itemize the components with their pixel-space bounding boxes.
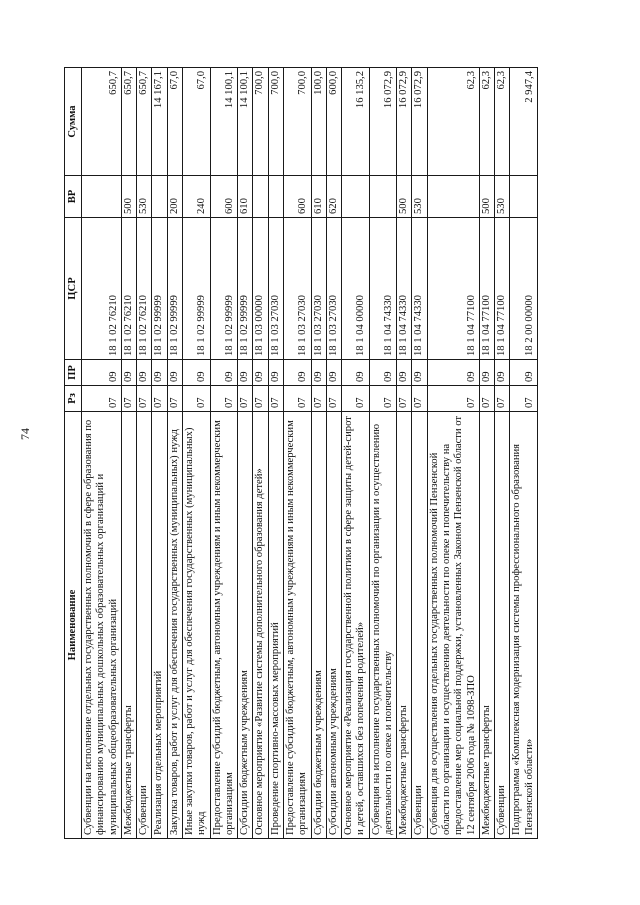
cell-csr: 18 1 04 74330 xyxy=(369,218,397,360)
cell-csr: 18 1 04 77100 xyxy=(495,218,510,360)
cell-rz: 07 xyxy=(495,386,510,412)
table-row xyxy=(427,68,479,839)
table-row xyxy=(268,68,283,839)
cell-sum: 700,0 xyxy=(283,68,311,176)
cell-csr: 18 1 03 27030 xyxy=(283,218,311,360)
cell-csr: 18 1 02 76210 xyxy=(121,218,136,360)
cell-sum: 62,3 xyxy=(495,68,510,176)
cell-csr: 18 1 02 76210 xyxy=(137,218,152,360)
cell-pr: 09 xyxy=(253,360,268,386)
header-name: Наименование xyxy=(65,412,82,839)
cell-sum: 2 947,4 xyxy=(510,68,538,176)
cell-rz: 07 xyxy=(311,386,326,412)
cell-name: Подпрограмма «Комплексная модернизация системы профессионального образования Пензенской области» xyxy=(510,412,538,839)
cell-rz: 07 xyxy=(152,386,167,412)
cell-rz: 07 xyxy=(479,386,494,412)
cell-csr: 18 1 04 00000 xyxy=(342,218,370,360)
table-row xyxy=(495,68,510,839)
cell-csr: 18 1 03 27030 xyxy=(311,218,326,360)
cell-csr: 18 1 04 74330 xyxy=(397,218,412,360)
cell-name: Субвенции xyxy=(495,412,510,839)
cell-pr: 09 xyxy=(311,360,326,386)
cell-csr: 18 1 03 00000 xyxy=(253,218,268,360)
cell-name: Межбюджетные трансферты xyxy=(121,412,136,839)
cell-sum: 67,0 xyxy=(167,68,182,176)
header-vr: ВР xyxy=(65,176,82,218)
cell-sum: 650,7 xyxy=(121,68,136,176)
cell-pr: 09 xyxy=(397,360,412,386)
cell-pr: 09 xyxy=(210,360,238,386)
cell-name: Межбюджетные трансферты xyxy=(397,412,412,839)
cell-sum: 67,0 xyxy=(182,68,210,176)
cell-csr: 18 1 02 99999 xyxy=(167,218,182,360)
table-row xyxy=(152,68,167,839)
cell-sum: 16 072,9 xyxy=(397,68,412,176)
header-pr: ПР xyxy=(65,360,82,386)
cell-rz: 07 xyxy=(326,386,341,412)
cell-vr: 600 xyxy=(210,176,238,218)
cell-pr: 09 xyxy=(342,360,370,386)
cell-name: Субвенции на исполнение отдельных государственных полномочий в сфере образования по финансированию муниципальных дошкольных образовательных организаций и муниципальных общеобразовательных организаций xyxy=(82,412,122,839)
cell-vr: 530 xyxy=(412,176,427,218)
cell-rz: 07 xyxy=(210,386,238,412)
table-row xyxy=(167,68,182,839)
table-row xyxy=(253,68,268,839)
cell-pr: 09 xyxy=(82,360,122,386)
table-row xyxy=(182,68,210,839)
table-header-row xyxy=(65,68,82,839)
cell-pr: 09 xyxy=(182,360,210,386)
cell-sum: 650,7 xyxy=(82,68,122,176)
cell-csr: 18 1 02 76210 xyxy=(82,218,122,360)
cell-rz: 07 xyxy=(167,386,182,412)
cell-sum: 16 135,2 xyxy=(342,68,370,176)
table-row xyxy=(369,68,397,839)
table-row xyxy=(137,68,152,839)
cell-vr xyxy=(342,176,370,218)
cell-rz: 07 xyxy=(412,386,427,412)
cell-name: Субсидии бюджетным учреждениям xyxy=(311,412,326,839)
table-row xyxy=(121,68,136,839)
cell-sum: 14 100,1 xyxy=(210,68,238,176)
table-row xyxy=(283,68,311,839)
cell-pr: 09 xyxy=(479,360,494,386)
table-row xyxy=(82,68,122,839)
cell-name: Межбюджетные трансферты xyxy=(479,412,494,839)
cell-pr: 09 xyxy=(137,360,152,386)
table-row xyxy=(210,68,238,839)
cell-sum: 700,0 xyxy=(253,68,268,176)
cell-rz: 07 xyxy=(82,386,122,412)
cell-rz: 07 xyxy=(238,386,253,412)
cell-csr: 18 1 04 77100 xyxy=(479,218,494,360)
cell-vr xyxy=(268,176,283,218)
cell-pr: 09 xyxy=(152,360,167,386)
cell-vr xyxy=(82,176,122,218)
cell-vr: 600 xyxy=(283,176,311,218)
cell-pr: 09 xyxy=(238,360,253,386)
cell-sum: 14 167,1 xyxy=(152,68,167,176)
cell-name: Субвенции xyxy=(137,412,152,839)
cell-name: Основное мероприятие «Развитие системы дополнительного образования детей» xyxy=(253,412,268,839)
cell-pr: 09 xyxy=(495,360,510,386)
cell-pr: 09 xyxy=(510,360,538,386)
cell-vr: 500 xyxy=(121,176,136,218)
cell-csr: 18 1 04 77100 xyxy=(427,218,479,360)
budget-table xyxy=(64,67,538,839)
cell-rz: 07 xyxy=(137,386,152,412)
cell-sum: 14 100,1 xyxy=(238,68,253,176)
cell-name: Предоставление субсидий бюджетным, автономным учреждениям и иным некоммерческим организациям xyxy=(283,412,311,839)
cell-vr: 500 xyxy=(397,176,412,218)
cell-name: Субвенция на исполнение государственных полномочий по организации и осуществлению деятельности по опеке и попечительству xyxy=(369,412,397,839)
cell-rz: 07 xyxy=(369,386,397,412)
cell-csr: 18 1 02 99999 xyxy=(238,218,253,360)
table-row xyxy=(342,68,370,839)
cell-vr xyxy=(253,176,268,218)
table-row xyxy=(326,68,341,839)
cell-vr: 240 xyxy=(182,176,210,218)
table-row xyxy=(397,68,412,839)
cell-vr xyxy=(510,176,538,218)
cell-rz: 07 xyxy=(253,386,268,412)
cell-name: Реализация отдельных мероприятий xyxy=(152,412,167,839)
cell-vr: 530 xyxy=(495,176,510,218)
cell-rz: 07 xyxy=(397,386,412,412)
cell-name: Иные закупки товаров, работ и услуг для обеспечения государственных (муниципальных) нужд xyxy=(182,412,210,839)
cell-rz: 07 xyxy=(342,386,370,412)
cell-vr: 610 xyxy=(311,176,326,218)
cell-csr: 18 1 02 99999 xyxy=(152,218,167,360)
cell-csr: 18 1 04 74330 xyxy=(412,218,427,360)
rotated-table-wrapper xyxy=(64,68,581,839)
cell-name: Субсидии бюджетным учреждениям xyxy=(238,412,253,839)
cell-vr xyxy=(369,176,397,218)
table-row xyxy=(412,68,427,839)
cell-sum: 62,3 xyxy=(479,68,494,176)
cell-vr: 200 xyxy=(167,176,182,218)
cell-pr: 09 xyxy=(283,360,311,386)
cell-sum: 16 072,9 xyxy=(412,68,427,176)
cell-pr: 09 xyxy=(268,360,283,386)
cell-csr: 18 1 03 27030 xyxy=(326,218,341,360)
header-rz: Рз xyxy=(65,386,82,412)
cell-name: Закупка товаров, работ и услуг для обеспечения государственных (муниципальных) нужд xyxy=(167,412,182,839)
header-sum: Сумма xyxy=(65,68,82,176)
cell-sum: 700,0 xyxy=(268,68,283,176)
cell-rz: 07 xyxy=(268,386,283,412)
cell-rz: 07 xyxy=(121,386,136,412)
cell-sum: 650,7 xyxy=(137,68,152,176)
cell-vr: 610 xyxy=(238,176,253,218)
cell-sum: 100,0 xyxy=(311,68,326,176)
cell-csr: 18 1 02 99999 xyxy=(210,218,238,360)
table-row xyxy=(479,68,494,839)
cell-vr: 620 xyxy=(326,176,341,218)
cell-pr: 09 xyxy=(167,360,182,386)
cell-rz: 07 xyxy=(182,386,210,412)
table-row xyxy=(510,68,538,839)
cell-name: Субвенции xyxy=(412,412,427,839)
cell-csr: 18 2 00 00000 xyxy=(510,218,538,360)
cell-pr: 09 xyxy=(121,360,136,386)
cell-pr: 09 xyxy=(412,360,427,386)
cell-csr: 18 1 03 27030 xyxy=(268,218,283,360)
cell-vr xyxy=(427,176,479,218)
cell-vr: 530 xyxy=(137,176,152,218)
cell-sum: 62,3 xyxy=(427,68,479,176)
table-body xyxy=(82,68,538,839)
cell-sum: 16 072,9 xyxy=(369,68,397,176)
cell-name: Проведение спортивно-массовых мероприятий xyxy=(268,412,283,839)
table-row xyxy=(311,68,326,839)
cell-rz: 07 xyxy=(427,386,479,412)
table-row xyxy=(238,68,253,839)
header-csr: ЦСР xyxy=(65,218,82,360)
page-number: 74 xyxy=(18,428,32,440)
cell-pr: 09 xyxy=(326,360,341,386)
cell-name: Субсидии автономным учреждениям xyxy=(326,412,341,839)
cell-csr: 18 1 02 99999 xyxy=(182,218,210,360)
cell-vr: 500 xyxy=(479,176,494,218)
cell-pr: 09 xyxy=(369,360,397,386)
cell-rz: 07 xyxy=(283,386,311,412)
cell-name: Основное мероприятие «Реализация государственной политики в сфере защиты детей-сирот и детей, оставшихся без попечения родителей» xyxy=(342,412,370,839)
cell-pr: 09 xyxy=(427,360,479,386)
cell-sum: 600,0 xyxy=(326,68,341,176)
cell-name: Субвенция для осуществления отдельных государственных полномочий Пензенской области по организации и осуществлению деятельности по опеке и попечительству на предоставление мер социальной поддержки, установленных Законом Пензенской области от 12 сентября 2006 года № 1098-ЗПО xyxy=(427,412,479,839)
cell-vr xyxy=(152,176,167,218)
cell-name: Предоставление субсидий бюджетным, автономным учреждениям и иным некоммерческим организациям xyxy=(210,412,238,839)
cell-rz: 07 xyxy=(510,386,538,412)
